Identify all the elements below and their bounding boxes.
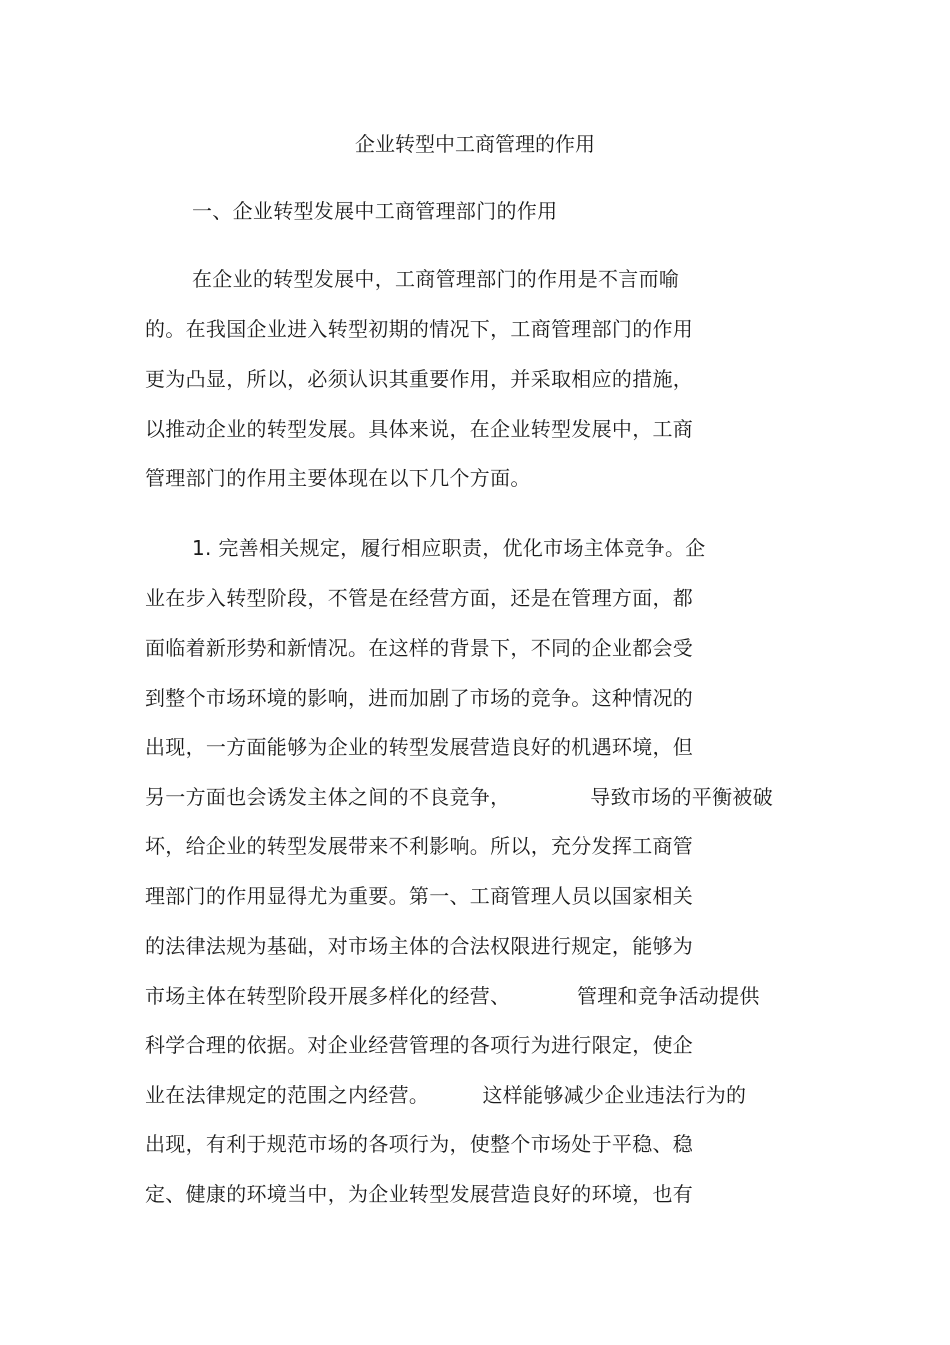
paragraph-line: 业在法律规定的范围之内经营。 这样能够减少企业违法行为的 bbox=[145, 1083, 747, 1107]
paragraph-line: 更为凸显，所以，必须认识其重要作用，并采取相应的措施， bbox=[145, 367, 694, 391]
paragraph-line: 的。在我国企业进入转型初期的情况下，工商管理部门的作用 bbox=[145, 317, 694, 341]
paragraph-line: 定、健康的环境当中，为企业转型发展营造良好的环境，也有 bbox=[145, 1182, 694, 1206]
paragraph-line: 另一方面也会诱发主体之间的不良竞争， 导致市场的平衡被破 bbox=[145, 785, 773, 809]
paragraph-line: 到整个市场环境的影响，进而加剧了市场的竞争。这种情况的 bbox=[145, 686, 694, 710]
paragraph-line: 1. 完善相关规定，履行相应职责，优化市场主体竞争。企 bbox=[192, 536, 706, 560]
paragraph-line: 管理部门的作用主要体现在以下几个方面。 bbox=[145, 466, 531, 490]
paragraph-line: 面临着新形势和新情况。在这样的背景下，不同的企业都会受 bbox=[145, 636, 694, 660]
paragraph-line: 坏，给企业的转型发展带来不利影响。所以，充分发挥工商管 bbox=[145, 834, 694, 858]
paragraph-line: 业在步入转型阶段，不管是在经营方面，还是在管理方面，都 bbox=[145, 586, 694, 610]
paragraph-line: 以推动企业的转型发展。具体来说，在企业转型发展中，工商 bbox=[145, 417, 694, 441]
paragraph-line: 市场主体在转型阶段开展多样化的经营、 管理和竞争活动提供 bbox=[145, 984, 760, 1008]
paragraph-line: 出现，一方面能够为企业的转型发展营造良好的机遇环境，但 bbox=[145, 735, 694, 759]
paragraph-line: 理部门的作用显得尤为重要。第一、工商管理人员以国家相关 bbox=[145, 884, 694, 908]
paragraph-line: 的法律法规为基础，对市场主体的合法权限进行规定，能够为 bbox=[145, 934, 694, 958]
document-title: 企业转型中工商管理的作用 bbox=[355, 132, 595, 156]
paragraph-line: 出现，有利于规范市场的各项行为，使整个市场处于平稳、稳 bbox=[145, 1132, 694, 1156]
paragraph-line: 在企业的转型发展中，工商管理部门的作用是不言而喻 bbox=[192, 267, 680, 291]
section-heading: 一、企业转型发展中工商管理部门的作用 bbox=[192, 199, 558, 223]
paragraph-line: 科学合理的依据。对企业经营管理的各项行为进行限定，使企 bbox=[145, 1033, 694, 1057]
